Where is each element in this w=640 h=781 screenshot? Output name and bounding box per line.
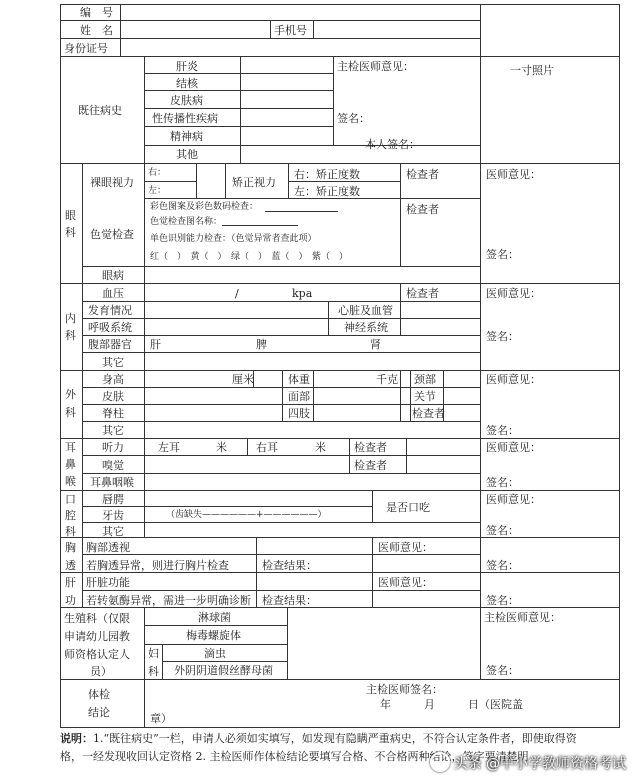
- teeth-label: 牙齿: [102, 509, 124, 522]
- limbs-label: 四肢: [288, 407, 310, 420]
- trichomonas-label: 滴虫: [204, 647, 226, 660]
- abdomen-label: 腹部器官: [88, 338, 132, 351]
- physical-exam-form: [60, 4, 620, 728]
- ent-sign: 签名：: [486, 476, 519, 489]
- corrected-vision-label: 矫正视力: [232, 176, 276, 189]
- conclusion-seal: 章）: [150, 712, 172, 725]
- bp-slash: /: [235, 287, 239, 300]
- xray-label: 胸部透视: [86, 541, 130, 554]
- color-vision-label: 色觉检查: [90, 228, 134, 241]
- spine-label: 脊柱: [102, 407, 124, 420]
- phone-label: 手机号: [274, 24, 307, 37]
- chest-dept-2: 透: [65, 559, 76, 572]
- smell-label: 嗅觉: [102, 459, 124, 472]
- eye-examiner-2: 检查者: [406, 203, 439, 216]
- genital-label-1: 生殖科（仅限: [64, 612, 130, 625]
- history-item-std: 性传播性疾病: [152, 112, 218, 125]
- surgery-other-label: 其它: [102, 424, 124, 437]
- internal-sign: 签名：: [486, 330, 519, 343]
- surgery-dept-2: 科: [65, 406, 76, 419]
- chest-dept-1: 胸: [65, 541, 76, 554]
- color-line-4: 红（ ） 黄（ ） 绿（ ） 蓝（ ） 紫（ ）: [150, 252, 349, 262]
- eye-examiner-1: 检查者: [406, 168, 439, 181]
- joints-label: 关节: [414, 390, 436, 403]
- history-chief-opinion: 主检医师意见：: [337, 60, 414, 73]
- conclusion-label-1: 体检: [88, 688, 110, 701]
- right-ear-label: 右耳: [256, 441, 278, 454]
- stutter-label: 是否口吃: [386, 501, 430, 514]
- liver-organ-label: 肝: [150, 338, 161, 351]
- syphilis-label: 梅毒螺旋体: [186, 629, 241, 642]
- oral-dept-3: 科: [65, 525, 76, 538]
- oral-doctor-opinion: 医师意见：: [486, 493, 541, 506]
- lips-label: 唇腭: [102, 493, 124, 506]
- liver-doctor-opinion: 医师意见：: [378, 576, 433, 589]
- oral-other-label: 其它: [102, 525, 124, 538]
- conclusion-date: 年 月 日（医院盖: [380, 698, 523, 711]
- watermark: [430, 752, 626, 773]
- eye-doctor-opinion: 医师意见：: [486, 168, 541, 181]
- naked-right: 右：: [148, 168, 167, 178]
- chest-doctor-opinion: 医师意见：: [378, 541, 433, 554]
- left-ear-label: 左耳: [158, 441, 180, 454]
- name-label: 姓 名: [80, 24, 113, 37]
- face-label: 面部: [288, 390, 310, 403]
- id-number-label: 编 号: [80, 6, 113, 19]
- chest-sign: 签名：: [486, 559, 519, 572]
- height-unit: 厘米: [232, 373, 254, 386]
- internal-examiner: 检查者: [406, 287, 439, 300]
- history-self-sign: 本人签名：: [365, 138, 420, 151]
- right-degree: 右：矫正度数: [294, 168, 360, 181]
- history-title: 既往病史: [78, 104, 122, 117]
- genital-label-2: 申请幼儿园教: [64, 630, 130, 643]
- neck-label: 颈部: [414, 373, 436, 386]
- history-item-tuberculosis: 结核: [176, 77, 198, 90]
- naked-vision-label: 裸眼视力: [90, 176, 134, 189]
- ent-dept-2: 鼻: [65, 458, 76, 471]
- notes-heading: 说明：: [60, 732, 93, 745]
- surgery-dept-1: 外: [65, 388, 76, 401]
- ent-examiner-1: 检查者: [354, 441, 387, 454]
- history-item-hepatitis: 肝炎: [176, 60, 198, 73]
- respiratory-label: 呼吸系统: [88, 321, 132, 334]
- bp-unit: kpa: [292, 287, 313, 300]
- notes-text-2: 格，一经发现收回认定资格 2. 主检医师作体检结论要填写合格、不合格两种结论，签字要清楚明: [60, 750, 529, 763]
- eye-dept-1: 眼: [65, 209, 76, 222]
- ent-dept-1: 耳: [65, 441, 76, 454]
- color-line-1: 彩色图案及彩色数码检查：: [150, 202, 259, 212]
- eye-dept-2: 科: [65, 226, 76, 239]
- color-line-2: 色觉检查图名称：: [150, 217, 223, 227]
- liver-sign: 签名：: [486, 594, 519, 607]
- internal-dept-1: 内: [65, 312, 76, 325]
- heart-label: 心脏及血管: [338, 304, 393, 317]
- oral-sign: 签名：: [486, 524, 519, 537]
- watermark-logo-icon: [430, 752, 450, 772]
- liver-dept-1: 肝: [65, 576, 76, 589]
- xray-result: 检查结果：: [262, 559, 317, 572]
- liver-function-label: 肝脏功能: [86, 576, 130, 589]
- notes-line-1: [60, 730, 620, 748]
- watermark-text: 头条 @中小学教师资格考试: [453, 756, 626, 772]
- genital-label-3: 师资格认定人: [64, 648, 130, 661]
- notes-text-1: 1.“既往病史”一栏，申请人必须如实填写，如发现有隐瞒严重病史，不符合认定条件者，即使取得资: [93, 732, 577, 745]
- history-sign: 签名：: [337, 112, 370, 125]
- internal-dept-2: 科: [65, 329, 76, 342]
- internal-other-label: 其它: [102, 356, 124, 369]
- genital-chief-opinion: 主检医师意见：: [484, 611, 561, 624]
- history-item-mental: 精神病: [170, 130, 203, 143]
- ent-dept-3: 喉: [65, 475, 76, 488]
- eye-disease-label: 眼病: [102, 269, 124, 282]
- oral-dept-1: 口: [65, 493, 76, 506]
- tooth-missing: （齿缺失——————+——————）: [166, 510, 327, 520]
- conclusion-chief-sign: 主检医师签名：: [366, 683, 443, 696]
- liver-result: 检查结果：: [262, 594, 317, 607]
- skin-label: 皮肤: [102, 390, 124, 403]
- color-line-3: 单色识别能力检查：（色觉异常者查此项）: [150, 234, 317, 244]
- throat-label: 耳鼻咽喉: [90, 476, 134, 489]
- genital-label-4: 员）: [90, 665, 112, 678]
- nervous-label: 神经系统: [344, 321, 388, 334]
- oral-dept-2: 腔: [65, 509, 76, 522]
- liver-abnormal: 若转氨酶异常，需进一步明确诊断: [86, 594, 251, 607]
- bp-label: 血压: [102, 287, 124, 300]
- gonorrhea-label: 淋球菌: [198, 611, 231, 624]
- surgery-sign: 签名：: [486, 424, 519, 437]
- ent-examiner-2: 检查者: [354, 459, 387, 472]
- conclusion-label-2: 结论: [88, 706, 110, 719]
- right-ear-unit: 米: [315, 441, 326, 454]
- gyn-1: 妇: [148, 647, 159, 660]
- history-item-other: 其他: [176, 148, 198, 161]
- gyn-2: 科: [148, 665, 159, 678]
- height-label: 身高: [102, 373, 124, 386]
- genital-sign: 签名：: [486, 664, 519, 677]
- ent-doctor-opinion: 医师意见：: [486, 441, 541, 454]
- left-degree: 左：矫正度数: [294, 185, 360, 198]
- naked-left: 左：: [148, 186, 167, 196]
- surgery-doctor-opinion: 医师意见：: [486, 373, 541, 386]
- internal-doctor-opinion: 医师意见：: [486, 287, 541, 300]
- liver-dept-2: 功: [65, 594, 76, 607]
- weight-unit: 千克: [376, 373, 398, 386]
- candida-label: 外阴阴道假丝酵母菌: [174, 664, 273, 677]
- history-item-skin: 皮肤病: [170, 94, 203, 107]
- photo-label: 一寸照片: [510, 64, 554, 77]
- spleen-label: 脾: [256, 338, 267, 351]
- kidney-label: 肾: [370, 338, 381, 351]
- surgery-examiner: 检查者: [412, 407, 445, 420]
- hearing-label: 听力: [102, 441, 124, 454]
- id-card-label: 身份证号: [64, 42, 108, 55]
- development-label: 发育情况: [88, 304, 132, 317]
- weight-label: 体重: [288, 373, 310, 386]
- left-ear-unit: 米: [216, 441, 227, 454]
- eye-sign: 签名：: [486, 248, 519, 261]
- xray-abnormal: 若胸透异常，则进行胸片检查: [86, 559, 229, 572]
